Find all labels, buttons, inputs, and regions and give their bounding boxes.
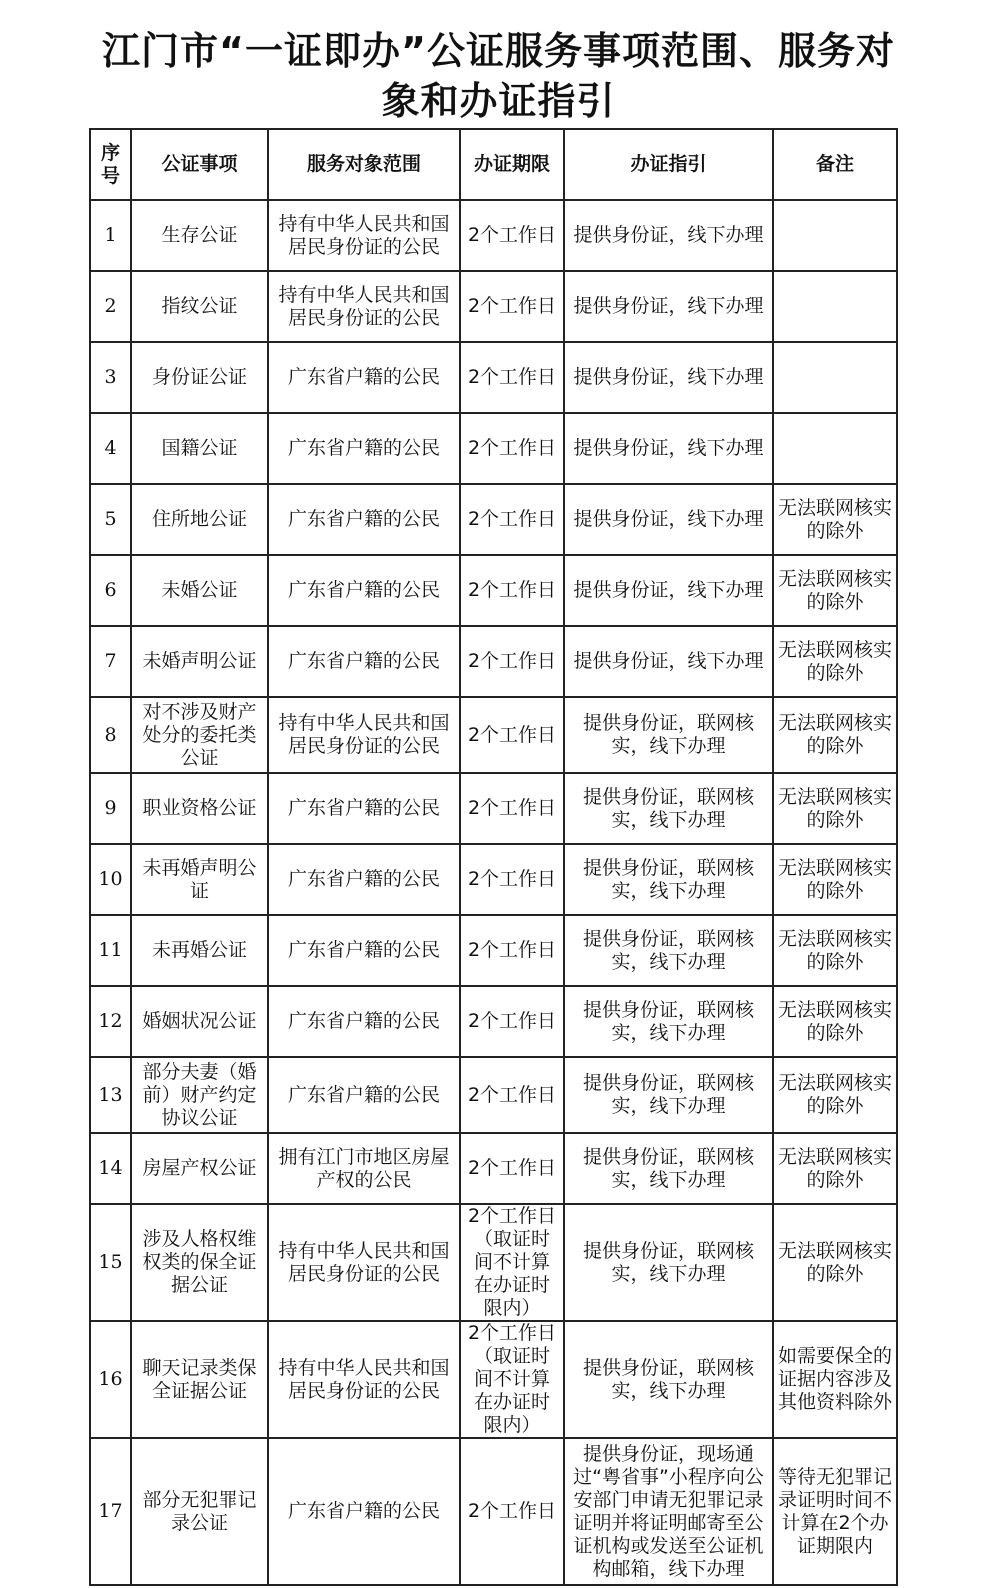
header-row bbox=[90, 129, 897, 200]
cell-scope: 广东省户籍的公民 bbox=[268, 844, 460, 915]
cell-note: 无法联网核实的除外 bbox=[773, 844, 897, 915]
cell-item: 对不涉及财产处分的委托类公证 bbox=[131, 697, 268, 773]
cell-guide: 提供身份证，联网核实，线下办理 bbox=[564, 844, 773, 915]
cell-period: 2个工作日 bbox=[460, 1133, 564, 1204]
cell-guide: 提供身份证，线下办理 bbox=[564, 200, 773, 271]
cell-scope: 广东省户籍的公民 bbox=[268, 773, 460, 844]
cell-no: 1 bbox=[90, 200, 131, 271]
cell-guide: 提供身份证，联网核实，线下办理 bbox=[564, 1133, 773, 1204]
cell-note: 无法联网核实的除外 bbox=[773, 697, 897, 773]
cell-scope: 持有中华人民共和国居民身份证的公民 bbox=[268, 1321, 460, 1438]
cell-scope: 拥有江门市地区房屋产权的公民 bbox=[268, 1133, 460, 1204]
cell-no: 12 bbox=[90, 986, 131, 1057]
title-line-2: 象和办证指引 bbox=[381, 79, 616, 123]
cell-scope: 广东省户籍的公民 bbox=[268, 986, 460, 1057]
cell-scope: 广东省户籍的公民 bbox=[268, 1438, 460, 1585]
cell-scope: 广东省户籍的公民 bbox=[268, 626, 460, 697]
cell-item: 未再婚公证 bbox=[131, 915, 268, 986]
table-row bbox=[90, 773, 897, 844]
cell-period: 2个工作日 bbox=[460, 1438, 564, 1585]
cell-guide: 提供身份证，联网核实，线下办理 bbox=[564, 697, 773, 773]
table-row bbox=[90, 697, 897, 773]
cell-item: 身份证公证 bbox=[131, 342, 268, 413]
cell-period: 2个工作日 bbox=[460, 555, 564, 626]
cell-no: 11 bbox=[90, 915, 131, 986]
cell-scope: 广东省户籍的公民 bbox=[268, 1057, 460, 1133]
cell-period: 2个工作日（取证时间不计算在办证时限内） bbox=[460, 1204, 564, 1321]
header-no: 序号 bbox=[90, 129, 131, 200]
cell-no: 3 bbox=[90, 342, 131, 413]
cell-guide: 提供身份证，联网核实，线下办理 bbox=[564, 1321, 773, 1438]
header-guide: 办证指引 bbox=[564, 129, 773, 200]
table-row bbox=[90, 915, 897, 986]
cell-period: 2个工作日 bbox=[460, 271, 564, 342]
cell-guide: 提供身份证，联网核实，线下办理 bbox=[564, 986, 773, 1057]
cell-guide: 提供身份证，线下办理 bbox=[564, 555, 773, 626]
table-row bbox=[90, 271, 897, 342]
cell-scope: 广东省户籍的公民 bbox=[268, 484, 460, 555]
cell-note bbox=[773, 413, 897, 484]
table-row bbox=[90, 413, 897, 484]
cell-no: 13 bbox=[90, 1057, 131, 1133]
cell-no: 15 bbox=[90, 1204, 131, 1321]
cell-guide: 提供身份证，现场通过“粤省事”小程序向公安部门申请无犯罪记录证明并将证明邮寄至公证机构或发送至公证机构邮箱，线下办理 bbox=[564, 1438, 773, 1585]
cell-guide: 提供身份证，联网核实，线下办理 bbox=[564, 1057, 773, 1133]
cell-item: 婚姻状况公证 bbox=[131, 986, 268, 1057]
cell-guide: 提供身份证，线下办理 bbox=[564, 271, 773, 342]
table-row bbox=[90, 484, 897, 555]
cell-period: 2个工作日 bbox=[460, 1057, 564, 1133]
cell-no: 7 bbox=[90, 626, 131, 697]
table-row bbox=[90, 342, 897, 413]
table-row bbox=[90, 1057, 897, 1133]
header-period: 办证期限 bbox=[460, 129, 564, 200]
cell-guide: 提供身份证，线下办理 bbox=[564, 626, 773, 697]
cell-note: 无法联网核实的除外 bbox=[773, 1057, 897, 1133]
cell-period: 2个工作日 bbox=[460, 413, 564, 484]
cell-note: 无法联网核实的除外 bbox=[773, 1204, 897, 1321]
cell-scope: 广东省户籍的公民 bbox=[268, 555, 460, 626]
cell-no: 17 bbox=[90, 1438, 131, 1585]
table-row bbox=[90, 200, 897, 271]
cell-note: 无法联网核实的除外 bbox=[773, 915, 897, 986]
cell-item: 部分无犯罪记录公证 bbox=[131, 1438, 268, 1585]
cell-guide: 提供身份证，线下办理 bbox=[564, 413, 773, 484]
cell-scope: 广东省户籍的公民 bbox=[268, 342, 460, 413]
cell-no: 14 bbox=[90, 1133, 131, 1204]
cell-period: 2个工作日 bbox=[460, 986, 564, 1057]
table-row bbox=[90, 626, 897, 697]
cell-note: 等待无犯罪记录证明时间不计算在2个办证期限内 bbox=[773, 1438, 897, 1585]
cell-note bbox=[773, 200, 897, 271]
cell-item: 职业资格公证 bbox=[131, 773, 268, 844]
cell-period: 2个工作日 bbox=[460, 844, 564, 915]
cell-no: 10 bbox=[90, 844, 131, 915]
table-row bbox=[90, 1133, 897, 1204]
cell-no: 9 bbox=[90, 773, 131, 844]
cell-item: 未婚公证 bbox=[131, 555, 268, 626]
cell-note bbox=[773, 342, 897, 413]
cell-no: 5 bbox=[90, 484, 131, 555]
cell-period: 2个工作日 bbox=[460, 626, 564, 697]
cell-no: 2 bbox=[90, 271, 131, 342]
cell-item: 国籍公证 bbox=[131, 413, 268, 484]
cell-guide: 提供身份证，联网核实，线下办理 bbox=[564, 1204, 773, 1321]
cell-no: 4 bbox=[90, 413, 131, 484]
cell-item: 房屋产权公证 bbox=[131, 1133, 268, 1204]
table-row bbox=[90, 986, 897, 1057]
cell-period: 2个工作日（取证时间不计算在办证时限内） bbox=[460, 1321, 564, 1438]
document-title bbox=[0, 26, 997, 126]
cell-scope: 持有中华人民共和国居民身份证的公民 bbox=[268, 1204, 460, 1321]
cell-item: 生存公证 bbox=[131, 200, 268, 271]
cell-guide: 提供身份证，线下办理 bbox=[564, 484, 773, 555]
cell-no: 6 bbox=[90, 555, 131, 626]
cell-scope: 广东省户籍的公民 bbox=[268, 413, 460, 484]
cell-guide: 提供身份证，联网核实，线下办理 bbox=[564, 915, 773, 986]
table-row bbox=[90, 1438, 897, 1585]
cell-item: 未婚声明公证 bbox=[131, 626, 268, 697]
table-row bbox=[90, 844, 897, 915]
cell-period: 2个工作日 bbox=[460, 200, 564, 271]
table-row bbox=[90, 1321, 897, 1438]
cell-item: 涉及人格权维权类的保全证据公证 bbox=[131, 1204, 268, 1321]
cell-note: 无法联网核实的除外 bbox=[773, 773, 897, 844]
cell-scope: 持有中华人民共和国居民身份证的公民 bbox=[268, 200, 460, 271]
cell-scope: 持有中华人民共和国居民身份证的公民 bbox=[268, 697, 460, 773]
cell-note bbox=[773, 271, 897, 342]
cell-note: 无法联网核实的除外 bbox=[773, 555, 897, 626]
cell-item: 未再婚声明公证 bbox=[131, 844, 268, 915]
table-row bbox=[90, 1204, 897, 1321]
cell-period: 2个工作日 bbox=[460, 915, 564, 986]
header-item: 公证事项 bbox=[131, 129, 268, 200]
cell-period: 2个工作日 bbox=[460, 773, 564, 844]
cell-scope: 广东省户籍的公民 bbox=[268, 915, 460, 986]
header-scope: 服务对象范围 bbox=[268, 129, 460, 200]
table-row bbox=[90, 555, 897, 626]
header-note: 备注 bbox=[773, 129, 897, 200]
cell-note: 无法联网核实的除外 bbox=[773, 626, 897, 697]
cell-item: 部分夫妻（婚前）财产约定协议公证 bbox=[131, 1057, 268, 1133]
cell-note: 无法联网核实的除外 bbox=[773, 986, 897, 1057]
cell-guide: 提供身份证，联网核实，线下办理 bbox=[564, 773, 773, 844]
cell-period: 2个工作日 bbox=[460, 342, 564, 413]
cell-no: 16 bbox=[90, 1321, 131, 1438]
cell-guide: 提供身份证，线下办理 bbox=[564, 342, 773, 413]
cell-no: 8 bbox=[90, 697, 131, 773]
cell-period: 2个工作日 bbox=[460, 697, 564, 773]
cell-note: 无法联网核实的除外 bbox=[773, 484, 897, 555]
title-line-1: 江门市“一证即办”公证服务事项范围、服务对 bbox=[102, 29, 895, 73]
cell-scope: 持有中华人民共和国居民身份证的公民 bbox=[268, 271, 460, 342]
cell-item: 聊天记录类保全证据公证 bbox=[131, 1321, 268, 1438]
cell-note: 无法联网核实的除外 bbox=[773, 1133, 897, 1204]
cell-note: 如需要保全的证据内容涉及其他资料除外 bbox=[773, 1321, 897, 1438]
cell-period: 2个工作日 bbox=[460, 484, 564, 555]
service-table bbox=[89, 128, 898, 1586]
cell-item: 住所地公证 bbox=[131, 484, 268, 555]
cell-item: 指纹公证 bbox=[131, 271, 268, 342]
